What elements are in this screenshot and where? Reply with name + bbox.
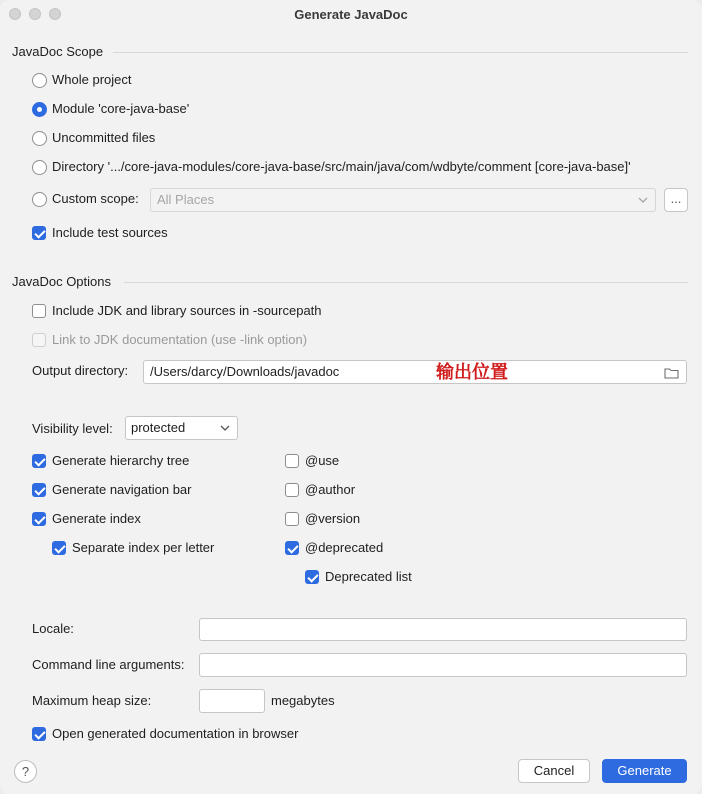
- locale-label: Locale:: [32, 621, 74, 636]
- separate-index-checkbox[interactable]: [52, 541, 66, 555]
- help-button[interactable]: ?: [14, 760, 37, 783]
- window-title: Generate JavaDoc: [294, 7, 408, 22]
- output-location-annotation: 输出位置: [436, 362, 508, 383]
- open-browser-label[interactable]: Open generated documentation in browser: [52, 726, 299, 741]
- scope-module-label[interactable]: Module 'core-java-base': [52, 101, 190, 116]
- use-tag-label[interactable]: @use: [305, 453, 340, 468]
- options-divider: [124, 282, 688, 283]
- scope-custom-label[interactable]: Custom scope:: [52, 191, 139, 206]
- custom-scope-select[interactable]: [150, 188, 656, 212]
- scope-whole-project-label[interactable]: Whole project: [52, 72, 132, 87]
- generate-index-label[interactable]: Generate index: [52, 511, 141, 526]
- options-section-title: JavaDoc Options: [12, 274, 111, 289]
- visibility-level-label: Visibility level:: [32, 421, 113, 436]
- include-test-sources-label[interactable]: Include test sources: [52, 225, 168, 240]
- deprecated-list-checkbox[interactable]: [305, 570, 319, 584]
- generate-index-checkbox[interactable]: [32, 512, 46, 526]
- output-directory-value: /Users/darcy/Downloads/javadoc: [150, 364, 340, 379]
- scope-uncommitted-label[interactable]: Uncommitted files: [52, 130, 156, 145]
- link-jdk-checkbox: [32, 333, 46, 347]
- navigation-bar-label[interactable]: Generate navigation bar: [52, 482, 192, 497]
- deprecated-tag-checkbox[interactable]: [285, 541, 299, 555]
- scope-divider: [113, 52, 688, 53]
- visibility-level-select[interactable]: [125, 416, 238, 440]
- chevron-down-icon: [638, 197, 648, 204]
- include-test-sources-checkbox[interactable]: [32, 226, 46, 240]
- cancel-button[interactable]: Cancel: [518, 759, 590, 783]
- visibility-level-value: protected: [131, 420, 186, 435]
- link-jdk-label: Link to JDK documentation (use -link option): [52, 332, 308, 347]
- generate-button[interactable]: Generate: [602, 759, 687, 783]
- custom-scope-value: All Places: [157, 192, 215, 207]
- version-tag-label[interactable]: @version: [305, 511, 361, 526]
- cmd-args-input[interactable]: [199, 653, 687, 677]
- browse-scope-button[interactable]: ...: [664, 188, 688, 212]
- version-tag-checkbox[interactable]: [285, 512, 299, 526]
- chevron-down-icon: [220, 425, 230, 432]
- use-tag-checkbox[interactable]: [285, 454, 299, 468]
- scope-directory-radio[interactable]: [32, 160, 47, 175]
- cmd-args-label: Command line arguments:: [32, 657, 185, 672]
- heap-size-label: Maximum heap size:: [32, 693, 152, 708]
- author-tag-label[interactable]: @author: [305, 482, 356, 497]
- separate-index-label[interactable]: Separate index per letter: [72, 540, 215, 555]
- author-tag-checkbox[interactable]: [285, 483, 299, 497]
- navigation-bar-checkbox[interactable]: [32, 483, 46, 497]
- folder-icon[interactable]: [664, 367, 679, 379]
- scope-whole-project-radio[interactable]: [32, 73, 47, 88]
- heap-size-unit: megabytes: [271, 693, 335, 708]
- include-jdk-checkbox[interactable]: [32, 304, 46, 318]
- heap-size-input[interactable]: [199, 689, 265, 713]
- locale-input[interactable]: [199, 618, 687, 641]
- scope-uncommitted-radio[interactable]: [32, 131, 47, 146]
- scope-section-title: JavaDoc Scope: [12, 44, 104, 59]
- open-browser-checkbox[interactable]: [32, 727, 46, 741]
- hierarchy-tree-checkbox[interactable]: [32, 454, 46, 468]
- hierarchy-tree-label[interactable]: Generate hierarchy tree: [52, 453, 190, 468]
- title-bar: [0, 0, 702, 28]
- deprecated-tag-label[interactable]: @deprecated: [305, 540, 384, 555]
- scope-custom-radio[interactable]: [32, 192, 47, 207]
- output-directory-input[interactable]: [143, 360, 687, 384]
- scope-directory-label[interactable]: Directory '.../core-java-modules/core-java-base/src/main/java/com/wdbyte/comment [core-java-base]': [52, 159, 631, 174]
- deprecated-list-label[interactable]: Deprecated list: [325, 569, 412, 584]
- scope-module-radio[interactable]: [32, 102, 47, 117]
- output-directory-label: Output directory:: [32, 363, 129, 378]
- include-jdk-label[interactable]: Include JDK and library sources in -sourcepath: [52, 303, 322, 318]
